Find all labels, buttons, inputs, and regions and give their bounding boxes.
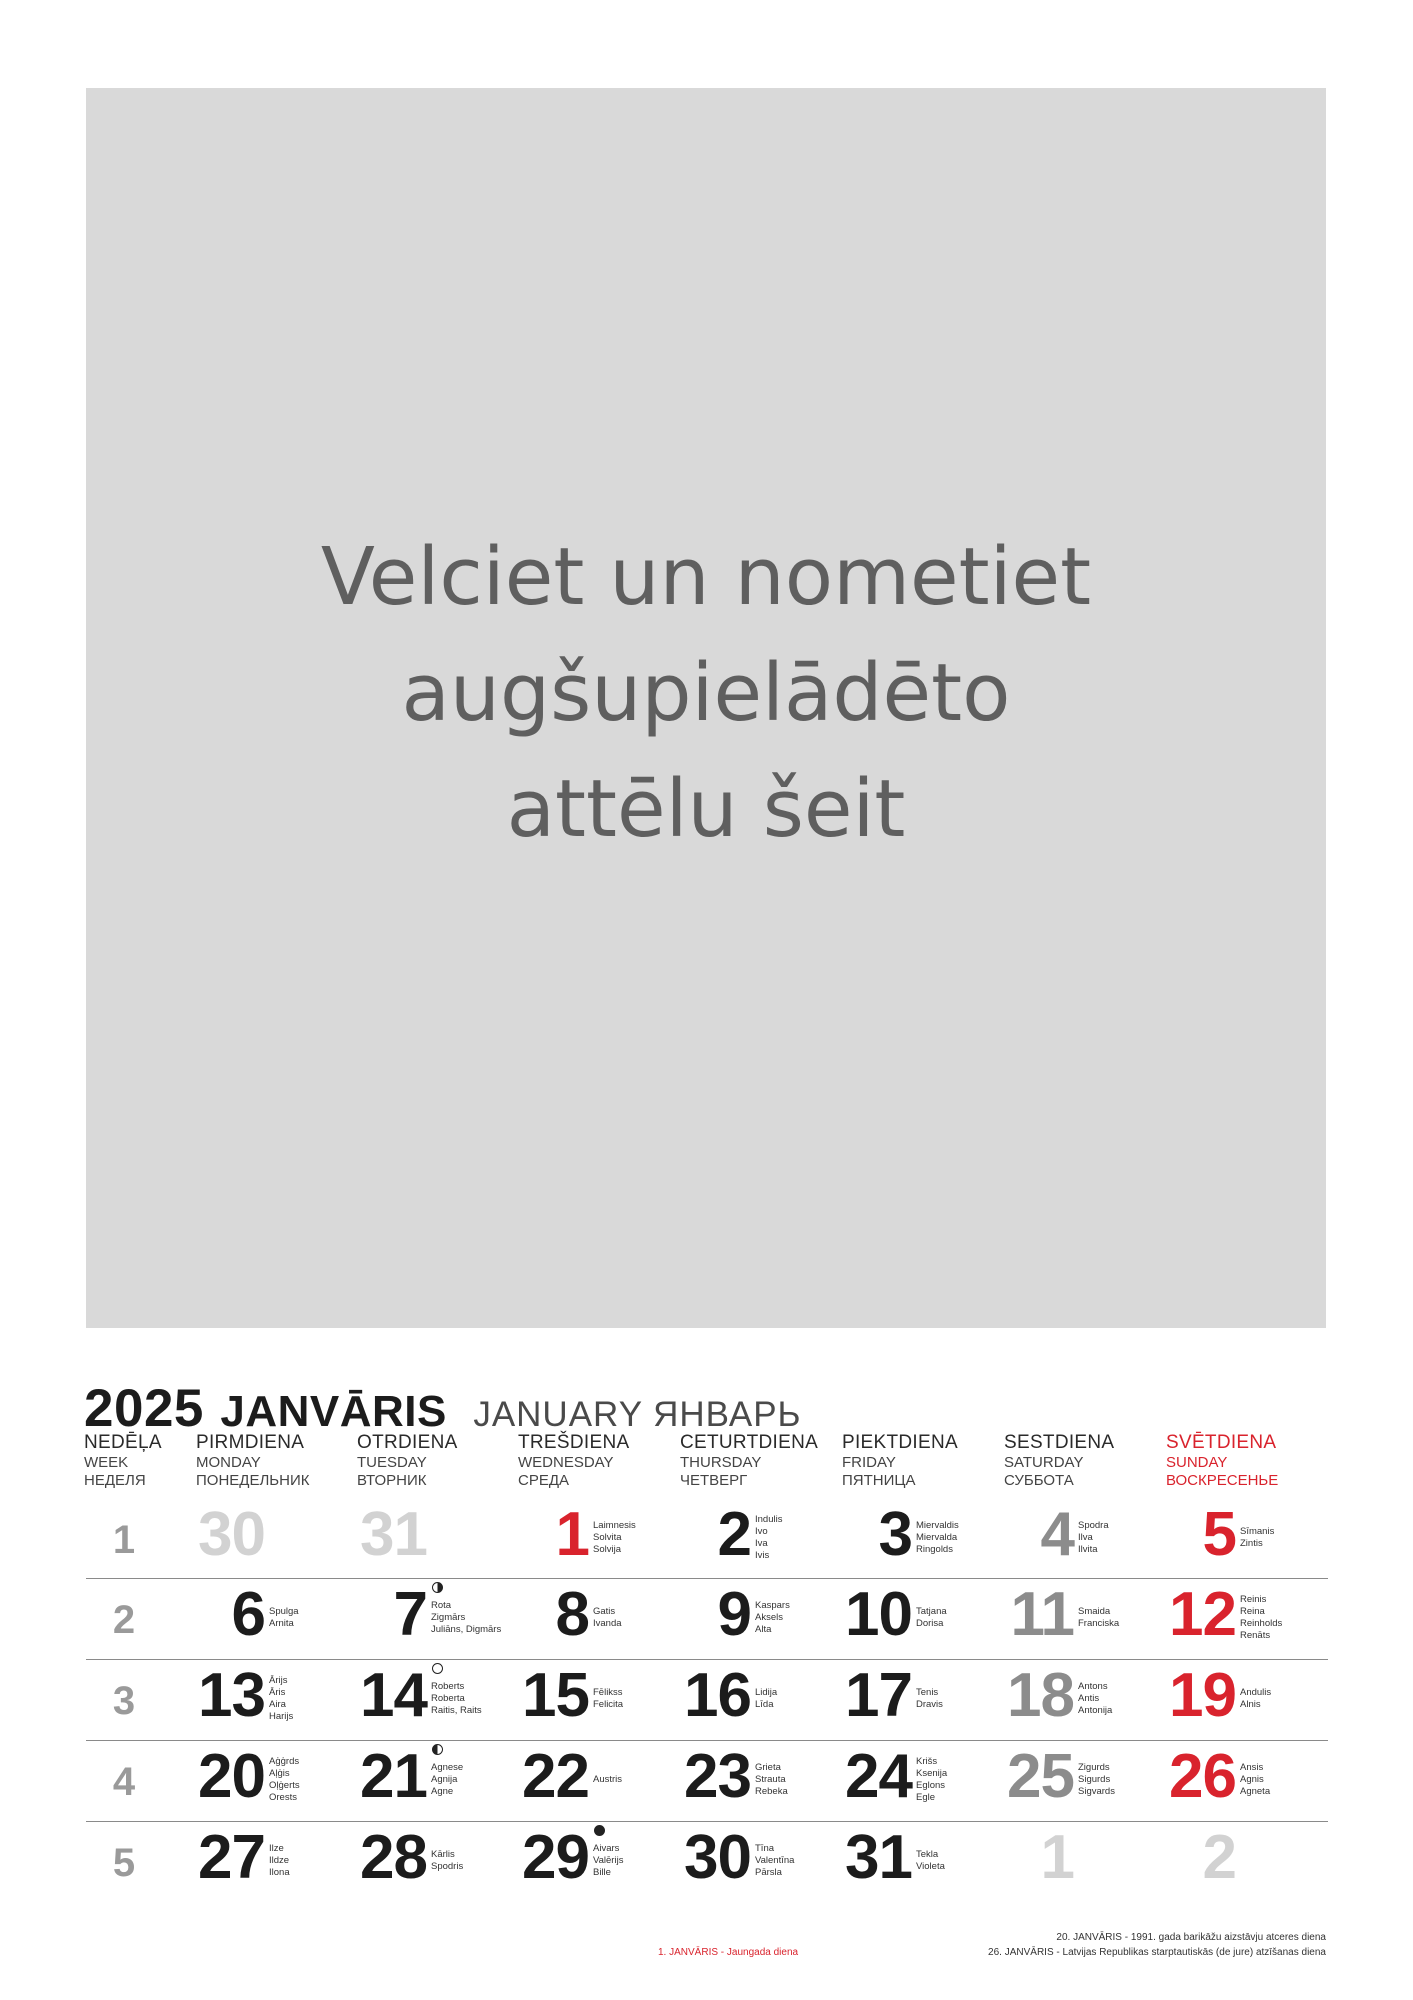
holiday-note-20: 20. JANVĀRIS - 1991. gada barikāžu aizstāvju atceres diena [1056, 1932, 1326, 1943]
name-day-entry: Solvita [593, 1532, 622, 1543]
name-day-list [269, 1606, 299, 1630]
day-number[interactable]: 12 [1169, 1580, 1236, 1649]
column-header-monday [196, 1432, 310, 1490]
day-number[interactable]: 1 [1040, 1823, 1074, 1892]
name-day-entry: Fēlikss [593, 1687, 623, 1698]
name-day-list [916, 1849, 945, 1873]
header-label-en: WEDNESDAY [518, 1454, 614, 1471]
day-number[interactable]: 29 [522, 1823, 589, 1892]
name-day-entry: Zigurds [1078, 1762, 1110, 1773]
header-label-ru: ВОСКРЕСЕНЬЕ [1166, 1472, 1279, 1489]
row-divider [86, 1740, 1328, 1741]
day-number[interactable]: 5 [1202, 1500, 1236, 1569]
name-day-list [593, 1606, 622, 1630]
column-header-saturday [1004, 1432, 1114, 1490]
row-divider [86, 1821, 1328, 1822]
drop-zone-line-1: Velciet un nometiet [320, 531, 1092, 623]
name-day-entry: Ringolds [916, 1544, 953, 1555]
name-day-entry: Felicita [593, 1699, 624, 1710]
name-day-entry: Ksenija [916, 1768, 948, 1779]
day-number[interactable]: 30 [198, 1500, 265, 1569]
name-day-entry: Antis [1078, 1693, 1100, 1704]
name-day-entry: Ivis [755, 1550, 770, 1561]
name-day-list [269, 1843, 290, 1879]
name-day-entry: Aksels [755, 1612, 783, 1623]
name-day-entry: Reinis [1240, 1594, 1267, 1605]
name-day-entry: Sigvards [1078, 1786, 1115, 1797]
day-number[interactable]: 13 [198, 1661, 265, 1730]
name-day-entry: Arnita [269, 1618, 294, 1629]
name-day-entry: Ilvita [1078, 1544, 1098, 1555]
header-label-ru: ЧЕТВЕРГ [680, 1472, 748, 1489]
name-day-entry: Andulis [1240, 1687, 1272, 1698]
day-number[interactable]: 1 [555, 1500, 589, 1569]
name-day-entry: Orests [269, 1792, 297, 1803]
name-day-entry: Reina [1240, 1606, 1265, 1617]
header-label-lv: PIRMDIENA [196, 1432, 305, 1453]
name-day-entry: Alnis [1240, 1699, 1261, 1710]
day-number[interactable]: 15 [522, 1661, 589, 1730]
day-number[interactable]: 20 [198, 1742, 265, 1811]
name-day-entry: Spodris [431, 1861, 464, 1872]
name-day-entry: Ansis [1240, 1762, 1264, 1773]
name-day-entry: Juliāns, Digmārs [431, 1624, 502, 1635]
drop-zone-line-2: augšupielādēto [401, 647, 1011, 739]
name-day-entry: Aģģrds [269, 1756, 300, 1767]
header-label-lv: SVĒTDIENA [1166, 1432, 1277, 1453]
name-day-entry: Tīna [755, 1843, 775, 1854]
name-day-list [431, 1849, 463, 1873]
day-number[interactable]: 14 [360, 1661, 427, 1730]
header-label-ru: СУББОТА [1004, 1472, 1074, 1489]
week-number: 5 [112, 1841, 136, 1885]
name-day-entry: Āris [269, 1687, 286, 1698]
day-number[interactable]: 27 [198, 1823, 265, 1892]
name-day-entry: Ildze [269, 1855, 290, 1866]
name-day-list [593, 1520, 636, 1556]
name-day-entry: Eglons [916, 1780, 946, 1791]
name-day-entry: Rebeka [755, 1786, 788, 1797]
name-day-list [269, 1756, 300, 1804]
name-day-list [1240, 1526, 1274, 1550]
name-day-entry: Agne [431, 1786, 454, 1797]
name-day-list [755, 1600, 790, 1636]
header-label-en: WEEK [84, 1454, 129, 1471]
name-day-entry: Krišs [916, 1756, 938, 1767]
day-number[interactable]: 11 [1010, 1580, 1074, 1649]
name-day-entry: Agnese [431, 1762, 464, 1773]
name-day-entry: Kārlis [431, 1849, 455, 1860]
name-day-entry: Harijs [269, 1711, 294, 1722]
day-number[interactable]: 23 [684, 1742, 751, 1811]
name-day-list [755, 1762, 788, 1798]
name-day-list [916, 1756, 947, 1804]
name-day-entry: Spodra [1078, 1520, 1109, 1531]
name-day-entry: Alta [755, 1624, 772, 1635]
column-header-week [84, 1432, 162, 1490]
moon-phase-first-icon [432, 1582, 443, 1593]
name-day-list [1240, 1762, 1270, 1798]
header-label-en: SATURDAY [1004, 1454, 1084, 1471]
header-label-en: SUNDAY [1166, 1454, 1228, 1471]
header-label-lv: CETURTDIENA [680, 1432, 819, 1453]
row-divider [86, 1578, 1328, 1579]
name-day-entry: Agneta [1240, 1786, 1271, 1797]
name-day-entry: Sīmanis [1240, 1526, 1275, 1537]
header-label-ru: СРЕДА [518, 1472, 570, 1489]
moon-phase-last-icon [432, 1744, 443, 1755]
header-label-en: THURSDAY [680, 1454, 762, 1471]
day-number[interactable]: 18 [1007, 1661, 1074, 1730]
name-day-entry: Zigmārs [431, 1612, 466, 1623]
name-day-entry: Grieta [755, 1762, 781, 1773]
drop-zone-line-3: attēlu šeit [506, 763, 906, 855]
day-number[interactable]: 22 [522, 1742, 589, 1811]
name-day-entry: Dravis [916, 1699, 943, 1710]
name-day-entry: Rota [431, 1600, 452, 1611]
name-day-list [269, 1675, 293, 1723]
name-day-entry: Ivanda [593, 1618, 622, 1629]
name-day-entry: Renāts [1240, 1630, 1271, 1641]
photo-drop-zone[interactable] [86, 88, 1326, 1328]
header-label-lv: TREŠDIENA [518, 1432, 630, 1453]
name-day-entry: Ilona [269, 1867, 290, 1878]
header-label-en: TUESDAY [357, 1454, 427, 1471]
name-day-entry: Antons [1078, 1681, 1108, 1692]
day-number[interactable]: 26 [1169, 1742, 1236, 1811]
header-label-lv: SESTDIENA [1004, 1432, 1115, 1453]
name-day-entry: Aivars [593, 1843, 620, 1854]
name-day-entry: Iva [755, 1538, 768, 1549]
name-day-entry: Sigurds [1078, 1774, 1111, 1785]
name-day-entry: Miervaldis [916, 1520, 959, 1531]
name-day-list [755, 1687, 777, 1711]
moon-phase-new-icon [594, 1825, 605, 1836]
name-day-list [1078, 1762, 1115, 1798]
day-number[interactable]: 31 [845, 1823, 912, 1892]
day-number[interactable]: 17 [845, 1661, 912, 1730]
calendar-year: 2025 [84, 1379, 204, 1438]
name-day-entry: Indulis [755, 1514, 783, 1525]
name-day-list [916, 1606, 947, 1630]
week-number: 1 [112, 1518, 136, 1562]
name-day-list [1240, 1687, 1271, 1711]
name-day-entry: Egle [916, 1792, 936, 1803]
calendar-month: JANVĀRIS [220, 1387, 447, 1436]
name-day-entry: Valērijs [593, 1855, 624, 1866]
name-day-entry: Reinholds [1240, 1618, 1283, 1629]
calendar-title [84, 1378, 802, 1438]
name-day-entry: Oļģerts [269, 1780, 300, 1791]
name-day-entry: Miervalda [916, 1532, 958, 1543]
name-day-entry: Tekla [916, 1849, 939, 1860]
name-day-entry: Ilze [269, 1843, 284, 1854]
holiday-note-26: 26. JANVĀRIS - Latvijas Republikas starptautiskās (de jure) atzīšanas diena [988, 1947, 1326, 1958]
day-number[interactable]: 3 [878, 1500, 912, 1569]
name-day-entry: Gatis [593, 1606, 616, 1617]
day-number[interactable]: 2 [1202, 1823, 1236, 1892]
header-label-lv: NEDĒĻA [84, 1432, 162, 1453]
name-day-list [1078, 1520, 1109, 1556]
name-day-entry: Dorisa [916, 1618, 944, 1629]
week-number: 3 [112, 1679, 136, 1723]
day-number[interactable]: 9 [717, 1580, 751, 1649]
day-number[interactable]: 28 [360, 1823, 427, 1892]
header-label-en: FRIDAY [842, 1454, 896, 1471]
day-number[interactable]: 16 [684, 1661, 751, 1730]
day-number[interactable]: 10 [845, 1580, 912, 1649]
drop-zone-instruction [86, 519, 1326, 867]
header-label-ru: НЕДЕЛЯ [84, 1472, 146, 1489]
name-day-entry: Bille [593, 1867, 611, 1878]
day-number[interactable]: 19 [1169, 1661, 1236, 1730]
name-day-list [1240, 1594, 1282, 1642]
name-day-entry: Roberts [431, 1681, 465, 1692]
name-day-list [1078, 1606, 1119, 1630]
column-header-tuesday [357, 1432, 458, 1490]
header-label-lv: PIEKTDIENA [842, 1432, 958, 1453]
header-label-ru: ПОНЕДЕЛЬНИК [196, 1472, 310, 1489]
name-day-entry: Violeta [916, 1861, 945, 1872]
week-number: 2 [112, 1598, 136, 1642]
day-number[interactable]: 30 [684, 1823, 751, 1892]
week-number: 4 [112, 1760, 136, 1804]
name-day-entry: Zintis [1240, 1538, 1263, 1549]
column-header-sunday [1166, 1432, 1278, 1490]
header-label-ru: ВТОРНИК [357, 1472, 427, 1489]
name-day-entry: Raitis, Raits [431, 1705, 482, 1716]
day-number[interactable]: 6 [231, 1580, 265, 1649]
day-number[interactable]: 8 [555, 1580, 589, 1649]
name-day-list [916, 1520, 959, 1556]
day-number[interactable]: 24 [845, 1742, 912, 1811]
name-day-entry: Spulga [269, 1606, 299, 1617]
name-day-entry: Kaspars [755, 1600, 790, 1611]
name-day-entry: Austris [593, 1774, 623, 1785]
name-day-entry: Valentīna [755, 1855, 795, 1866]
day-number[interactable]: 4 [1040, 1500, 1074, 1569]
name-day-entry: Aira [269, 1699, 286, 1710]
column-header-friday [842, 1432, 958, 1490]
name-day-entry: Agnija [431, 1774, 458, 1785]
name-day-list [593, 1774, 622, 1786]
name-day-entry: Antonija [1078, 1705, 1113, 1716]
name-day-list [755, 1843, 794, 1879]
day-number[interactable]: 25 [1007, 1742, 1074, 1811]
header-label-en: MONDAY [196, 1454, 261, 1471]
header-label-lv: OTRDIENA [357, 1432, 458, 1453]
holiday-note-1: 1. JANVĀRIS - Jaungada diena [658, 1947, 799, 1958]
name-day-list [431, 1762, 463, 1798]
name-day-list [755, 1514, 782, 1562]
name-day-entry: Strauta [755, 1774, 786, 1785]
name-day-entry: Agnis [1240, 1774, 1264, 1785]
calendar-month-translations: JANUARY ЯНВАРЬ [473, 1395, 802, 1434]
name-day-entry: Smaida [1078, 1606, 1111, 1617]
name-day-entry: Roberta [431, 1693, 465, 1704]
day-number[interactable]: 7 [393, 1580, 427, 1649]
name-day-entry: Ivo [755, 1526, 768, 1537]
name-day-entry: Franciska [1078, 1618, 1120, 1629]
day-number[interactable]: 2 [717, 1500, 751, 1569]
row-divider [86, 1659, 1328, 1660]
name-day-entry: Līda [755, 1699, 774, 1710]
moon-phase-full-icon [432, 1663, 443, 1674]
name-day-entry: Ilva [1078, 1532, 1093, 1543]
name-day-list [593, 1843, 623, 1879]
name-day-list [916, 1687, 943, 1711]
name-day-entry: Solvija [593, 1544, 621, 1555]
column-header-thursday [680, 1432, 818, 1490]
name-day-entry: Tenis [916, 1687, 939, 1698]
day-number[interactable]: 31 [360, 1500, 427, 1569]
name-day-entry: Tatjana [916, 1606, 947, 1617]
name-day-list [593, 1687, 623, 1711]
name-day-entry: Laimnesis [593, 1520, 636, 1531]
name-day-entry: Pārsla [755, 1867, 782, 1878]
name-day-entry: Aļģis [269, 1768, 290, 1779]
column-header-wednesday [518, 1432, 629, 1490]
day-number[interactable]: 21 [360, 1742, 427, 1811]
name-day-list [1078, 1681, 1112, 1717]
name-day-entry: Ārijs [269, 1675, 288, 1686]
name-day-entry: Lidija [755, 1687, 778, 1698]
header-label-ru: ПЯТНИЦА [842, 1472, 916, 1489]
